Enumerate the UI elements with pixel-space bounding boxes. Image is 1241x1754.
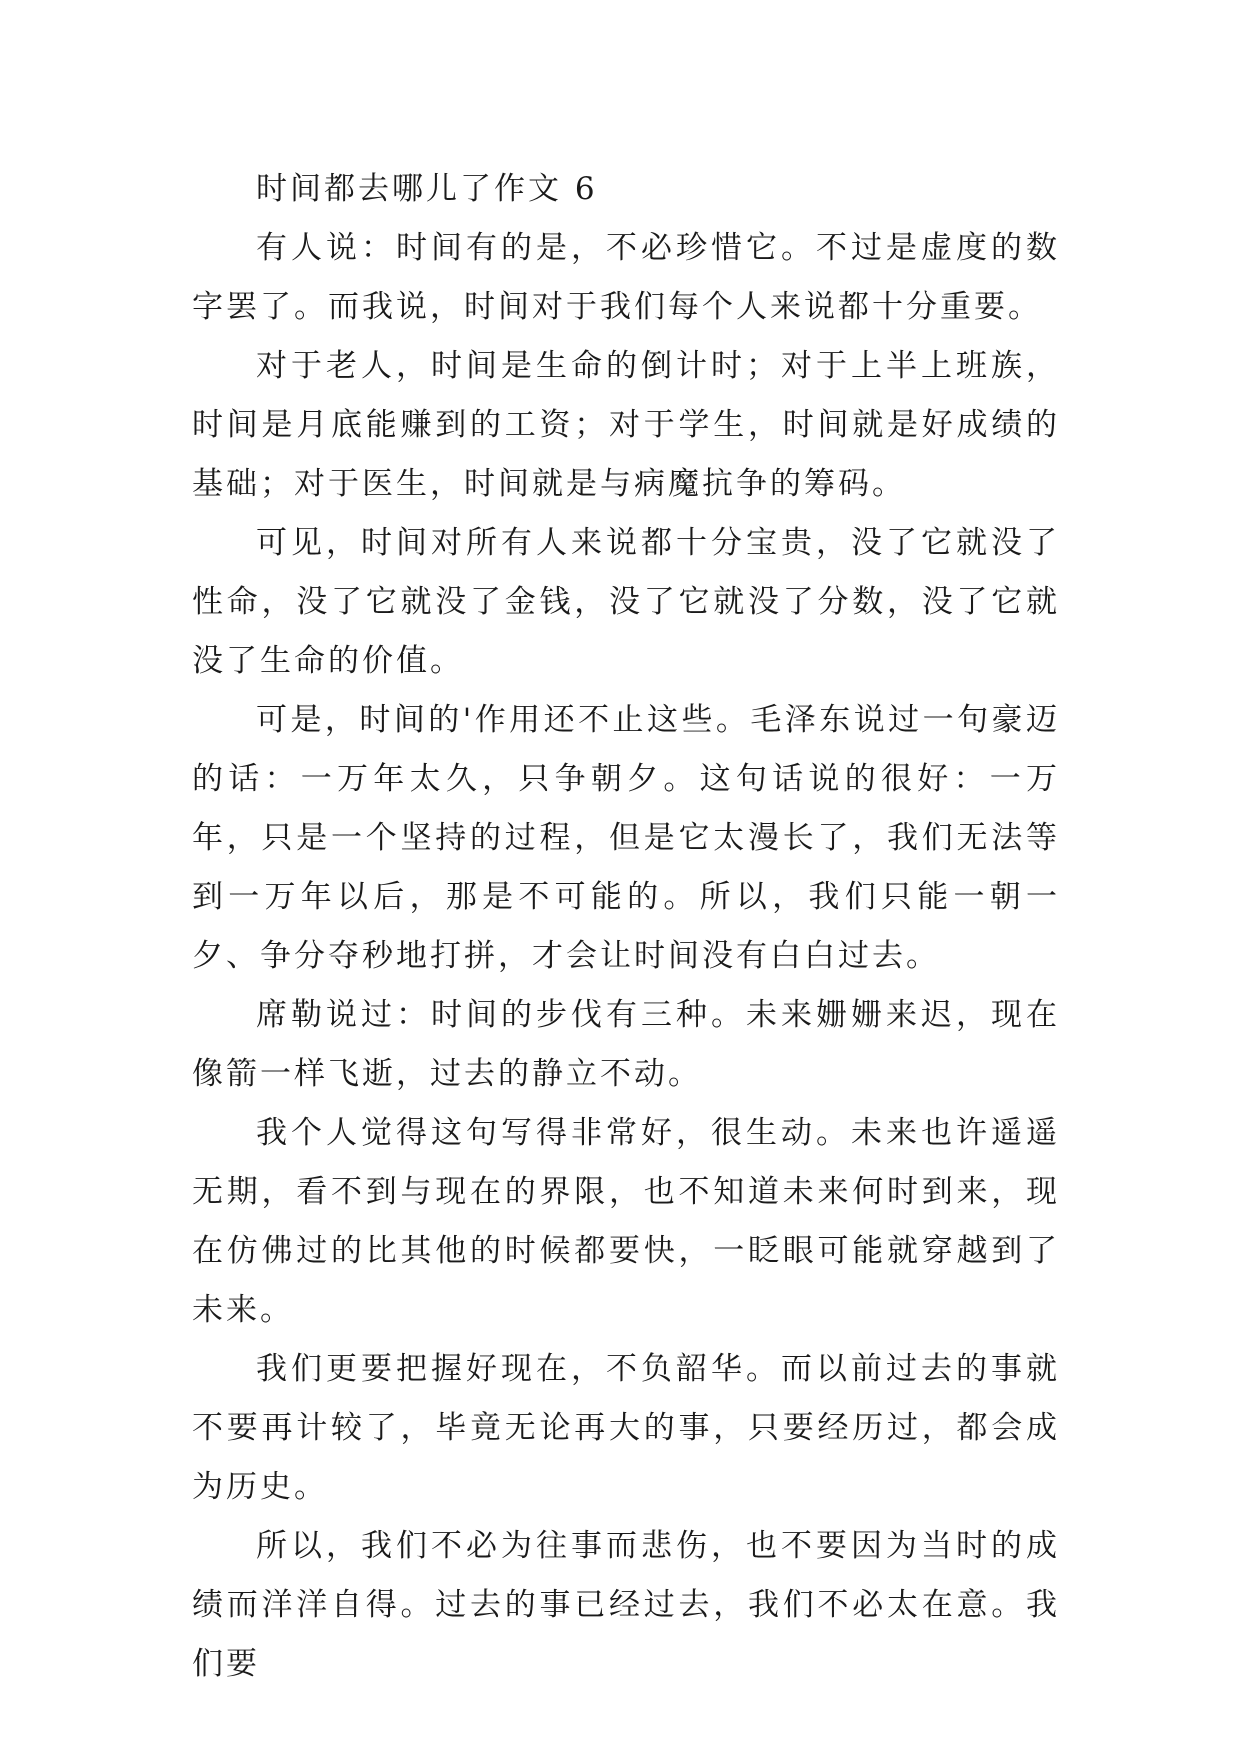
document-page — [192, 160, 1060, 1694]
document-title: 时间都去哪儿了作文 6 — [256, 171, 598, 207]
paragraph: 我们更要把握好现在，不负韶华。而以前过去的事就不要再计较了，毕竟无论再大的事，只要经历过，都会成为历史。 — [192, 1351, 1060, 1505]
paragraph: 可见，时间对所有人来说都十分宝贵，没了它就没了性命，没了它就没了金钱，没了它就没了分数，没了它就没了生命的价值。 — [192, 525, 1060, 679]
paragraph: 可是，时间的'作用还不止这些。毛泽东说过一句豪迈的话：一万年太久，只争朝夕。这句话说的很好：一万年，只是一个坚持的过程，但是它太漫长了，我们无法等到一万年以后，那是不可能的。所以，我们只能一朝一夕、争分夺秒地打拼，才会让时间没有白白过去。 — [192, 702, 1060, 974]
paragraph: 有人说：时间有的是，不必珍惜它。不过是虚度的数字罢了。而我说，时间对于我们每个人来说都十分重要。 — [192, 230, 1060, 325]
paragraph: 所以，我们不必为往事而悲伤，也不要因为当时的成绩而洋洋自得。过去的事已经过去，我们不必太在意。我们要 — [192, 1528, 1060, 1682]
paragraph: 我个人觉得这句写得非常好，很生动。未来也许遥遥无期，看不到与现在的界限，也不知道未来何时到来，现在仿佛过的比其他的时候都要快，一眨眼可能就穿越到了未来。 — [192, 1115, 1060, 1328]
paragraph: 对于老人，时间是生命的倒计时；对于上半上班族，时间是月底能赚到的工资；对于学生，时间就是好成绩的基础；对于医生，时间就是与病魔抗争的筹码。 — [192, 348, 1060, 502]
paragraph: 席勒说过：时间的步伐有三种。未来姗姗来迟，现在像箭一样飞逝，过去的静立不动。 — [192, 997, 1060, 1092]
